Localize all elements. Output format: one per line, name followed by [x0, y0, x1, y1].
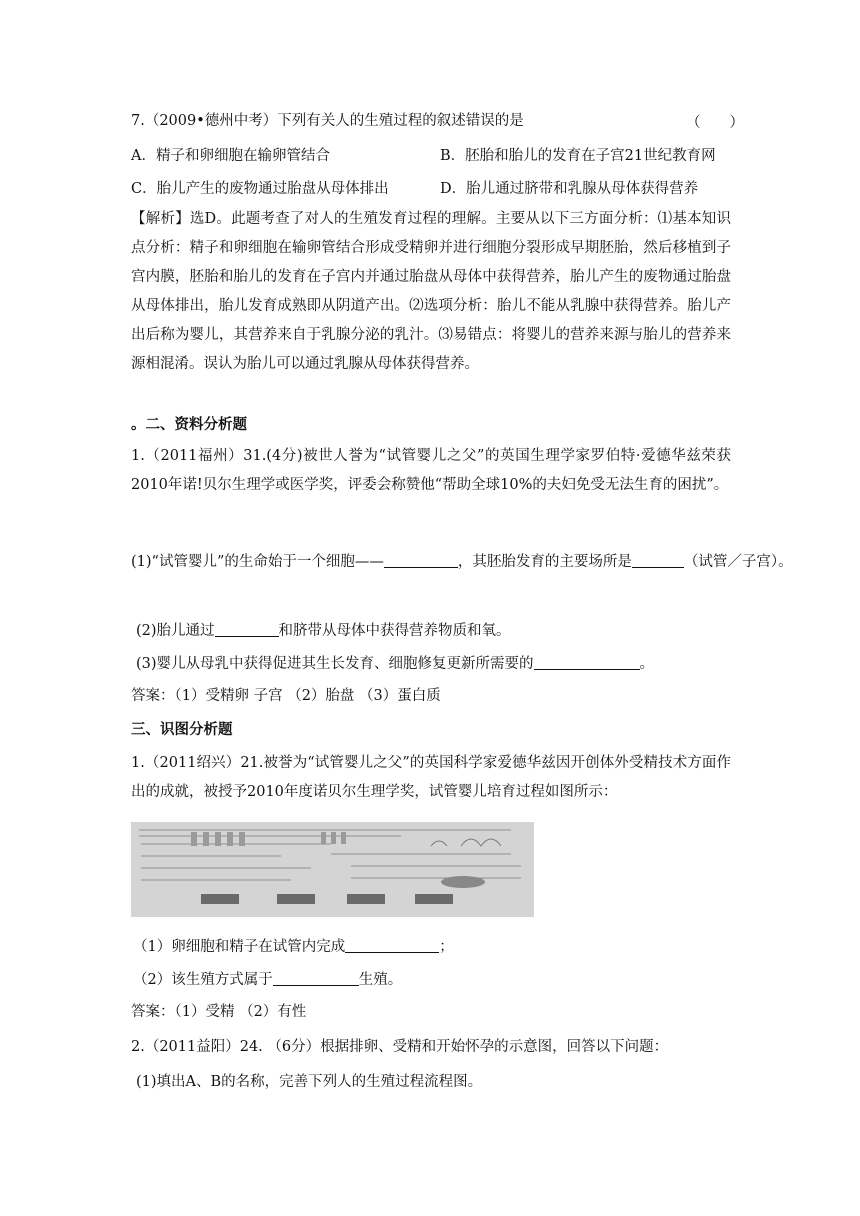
section2-heading: 。二、资料分析题 — [131, 416, 247, 433]
ivf-process-figure — [131, 822, 534, 917]
q7-stem: 7.（2009•德州中考）下列有关人的生殖过程的叙述错误的是 — [131, 113, 524, 129]
section3-heading: 三、识图分析题 — [131, 721, 233, 738]
section3-answer: 答案：（1）受精 （2）有性 — [131, 1004, 307, 1020]
section3-sub1 — [133, 936, 454, 957]
section2-sub2-text-b: 和脐带从母体中获得营养物质和氧。 — [278, 623, 511, 639]
q7-analysis: 【解析】选D。此题考查了对人的生殖发育过程的理解。主要从以下三方面分析：⑴基本知识点分析：精子和卵细胞在输卵管结合形成受精卵并进行细胞分裂形成早期胚胎，然后移植到子宫内膜，胚胎和胎儿的发育在子宫内并通过胎盘从母体中获得营养，胎儿产生的废物通过胎盘从母体排出，胎儿发育成熟即从阴道产出。⑵选项分析：胎儿不能从乳腺中获得营养。胎儿产出后称为婴儿，其营养来自于乳腺分泌的乳汁。⑶易错点：将婴儿的营养来源与胎儿的营养来源相混淆。误认为胎儿可以通过乳腺从母体获得营养。 — [131, 211, 731, 372]
section2-sub3 — [136, 653, 654, 674]
q7-option-c: C．胎儿产生的废物通过胎盘从母体排出 — [131, 181, 389, 197]
answer-blank[interactable] — [632, 551, 684, 568]
section3-q2-sub1: (1)填出A、B的名称，完善下列人的生殖过程流程图。 — [136, 1074, 483, 1090]
answer-blank[interactable] — [534, 653, 640, 670]
section2-sub2 — [136, 620, 511, 641]
section2-sub2-text-a: (2)胎儿通过 — [136, 623, 215, 639]
section2-sub1 — [131, 551, 793, 572]
section2-answer: 答案：（1）受精卵 子宫 （2）胎盘 （3）蛋白质 — [131, 688, 441, 704]
section3-sub1-text-a: （1）卵细胞和精子在试管内完成 — [133, 939, 346, 955]
ivf-process-diagram — [131, 822, 534, 917]
answer-blank[interactable] — [215, 620, 279, 637]
q7-answer-paren: （ ） — [686, 115, 744, 131]
section2-sub1-text-a: (1)“试管婴儿”的生命始于一个细胞—— — [131, 554, 384, 570]
answer-blank[interactable] — [384, 551, 458, 568]
q7-option-d: D．胎儿通过脐带和乳腺从母体获得营养 — [440, 181, 699, 197]
answer-blank[interactable] — [273, 969, 359, 986]
section3-sub2-text-a: （2）该生殖方式属于 — [133, 972, 273, 988]
section3-sub2 — [133, 969, 402, 990]
section2-sub1-text-b: ，其胚胎发育的主要场所是 — [457, 554, 632, 570]
section2-sub3-text-a: (3)婴儿从母乳中获得促进其生长发育、细胞修复更新所需要的 — [136, 656, 534, 672]
section3-q1-stem: 1.（2011绍兴）21.被誉为“试管婴儿之父”的英国科学家爱德华兹因开创体外受精技术方面作出的成就，被授予2010年度诺贝尔生理学奖，试管婴儿培育过程如图所示： — [131, 755, 731, 800]
section3-q2-stem: 2.（2011益阳）24. （6分）根据排卵、受精和开始怀孕的示意图，回答以下问题： — [131, 1039, 669, 1055]
q7-option-a: A．精子和卵细胞在输卵管结合 — [131, 148, 330, 164]
section2-sub1-text-c: （试管／子宫）。 — [683, 554, 793, 570]
section2-sub3-text-b: 。 — [639, 656, 655, 672]
section2-q1-stem: 1.（2011福州）31.(4分)被世人誉为“试管婴儿之父”的英国生理学家罗伯特·爱德华兹荣获2010年诺!贝尔生理学或医学奖，评委会称赞他“帮助全球10%的夫妇免受无法生育的困扰”。 — [131, 448, 731, 493]
section3-sub1-text-b: ； — [439, 939, 454, 955]
section3-sub2-text-b: 生殖。 — [358, 972, 403, 988]
answer-blank[interactable] — [345, 936, 439, 953]
q7-option-b: B．胚胎和胎儿的发育在子宫21世纪教育网 — [440, 148, 716, 164]
